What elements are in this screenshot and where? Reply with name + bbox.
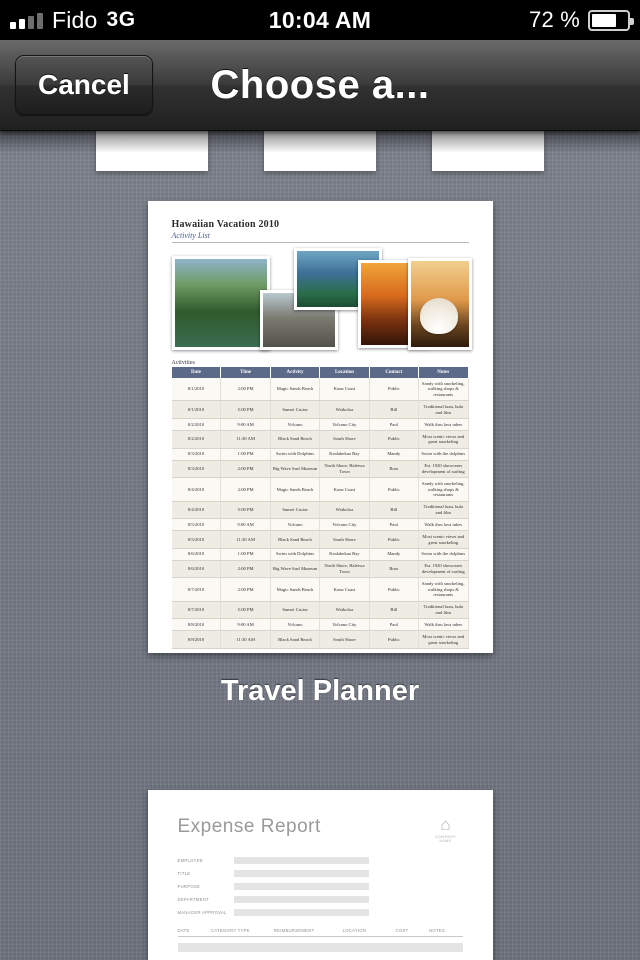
table-cell: Est. 1920 showcases development of surfing [419,460,468,478]
table-cell: South Shore [320,631,369,649]
template-chooser-scroll-area[interactable] [0,131,640,960]
table-column-header: Activity [270,367,319,378]
form-field-row [178,870,463,877]
navigation-bar [0,40,640,131]
table-cell: Waikoloa [320,501,369,519]
field-label: EMPLOYEE [177,858,203,863]
document-label: Travel Planner [220,675,420,707]
table-cell: Walk thru lava tubes [419,619,468,631]
table-cell: 8/1/2010 [172,378,221,401]
table-row [172,631,469,649]
table-row [172,460,469,478]
table-cell: Magic Sands Beach [270,578,319,601]
field-input[interactable] [234,909,369,916]
list-item[interactable] [148,790,493,960]
expense-table-header [178,928,463,937]
table-cell: Swim with Dolphins [270,448,319,460]
table-column-header: LOCATION [342,928,367,933]
table-cell: 5:00 PM [221,601,270,619]
table-column-header: Location [320,367,369,378]
table-cell: Swim with Dolphins [270,548,319,560]
table-cell: 2:00 PM [221,460,270,478]
table-cell: Magic Sands Beach [270,478,319,501]
clock-label: 10:04 AM [268,6,372,33]
thumbnail-partial[interactable] [264,131,376,171]
table-row [172,478,469,501]
table-cell: Volcano [270,519,319,531]
table-cell: Kona Coast [320,378,369,401]
doc-subtitle: Activity List [171,231,210,240]
table-cell: Most scenic views and great snorkeling [419,430,468,448]
table-cell: 8/6/2010 [172,548,221,560]
doc-title: Hawaiian Vacation 2010 [171,219,280,230]
table-cell: Est. 1920 showcases development of surfing [419,560,468,578]
seashell-icon [420,298,458,334]
form-field-row [178,909,463,916]
table-cell: South Shore [320,531,369,549]
table-cell: 1:00 PM [221,548,270,560]
table-cell: 8/2/2010 [172,430,221,448]
table-header-row [172,367,469,378]
table-cell: 11:30 AM [221,430,270,448]
table-row [172,430,469,448]
table-column-header: Time [221,367,270,378]
table-row [172,548,469,560]
expense-report-fields [178,857,463,916]
table-row [172,560,469,578]
table-row [172,531,469,549]
activity-table [172,367,469,649]
table-cell: 9:00 AM [221,419,270,431]
divider [172,242,469,243]
table-cell: Public [369,430,418,448]
table-column-header: Notes [419,367,468,378]
table-cell: Most scenic views and great snorkeling [419,631,468,649]
table-cell: Black Sand Beach [270,631,319,649]
table-cell: 5:00 PM [221,401,270,419]
table-cell: Volcano City [320,519,369,531]
status-bar-left [10,7,320,34]
table-cell: Sunset Cruise [270,401,319,419]
table-cell: Big Wave Surf Museum [270,560,319,578]
table-cell: 8/8/2010 [172,619,221,631]
table-cell: 9:00 AM [221,619,270,631]
table-row [172,578,469,601]
previous-row-partial [0,131,640,171]
table-cell: 2:00 PM [221,560,270,578]
table-cell: 8/5/2010 [172,519,221,531]
table-cell: Traditional luau, hula and film [419,401,468,419]
table-cell: Kealakekua Bay [320,448,369,460]
doc-title: Expense Report [177,816,321,837]
table-cell: Big Wave Surf Museum [270,460,319,478]
signal-bars-icon [10,11,43,29]
table-cell: North Shore, Haleiwa Town [320,460,369,478]
table-cell: 11:30 AM [221,631,270,649]
thumbnail-partial[interactable] [96,131,208,171]
table-cell: Volcano City [320,419,369,431]
table-cell: Walk thru lava tubes [419,419,468,431]
table-cell: 8/7/2010 [172,601,221,619]
table-cell: 2:00 PM [221,478,270,501]
table-cell: Swim with the dolphins [419,548,468,560]
table-cell: 5:00 PM [221,501,270,519]
table-cell: Paul [369,419,418,431]
form-field-row [178,896,463,903]
document-thumbnail-expense-report[interactable] [148,790,493,960]
table-cell: 11:30 AM [221,531,270,549]
table-cell: Public [369,378,418,401]
cancel-button[interactable]: Cancel [15,55,153,115]
table-cell: Sunset Cruise [270,601,319,619]
table-cell: 8/8/2010 [172,631,221,649]
company-name-label: COMPANY NAME [435,835,456,843]
table-row [172,519,469,531]
table-cell: Paul [369,619,418,631]
table-cell: Sunset Cruise [270,501,319,519]
table-cell: Volcano [270,619,319,631]
table-column-header: DATE [177,928,190,933]
table-cell: Black Sand Beach [270,430,319,448]
photo-palm-reflection [172,256,270,350]
table-row [172,448,469,460]
table-cell: Public [369,478,418,501]
table-cell: 8/3/2010 [172,460,221,478]
table-cell: Mandy [369,548,418,560]
expense-report-header [178,816,463,843]
table-column-header: Contact [369,367,418,378]
table-cell: Traditional luau, hula and film [419,601,468,619]
status-bar-right [320,7,630,33]
table-body [172,378,469,649]
table-cell: 1:00 PM [221,448,270,460]
table-cell: Walk thru lava tubes [419,519,468,531]
table-cell: Magic Sands Beach [270,378,319,401]
table-cell: 8/7/2010 [172,578,221,601]
table-cell: 8/2/2010 [172,419,221,431]
table-cell: Sandy with snorkeling, walking shops & restaurants [419,478,468,501]
table-cell: Paul [369,519,418,531]
battery-percent-label: 72 % [529,7,580,32]
table-cell: 8/4/2010 [172,501,221,519]
field-label: MANAGER APPROVAL [177,910,227,915]
status-bar [0,0,640,40]
field-input[interactable] [234,883,369,890]
table-cell: 8/6/2010 [172,560,221,578]
table-cell: Bill [369,601,418,619]
table-cell: Sandy with snorkeling, walking shops & restaurants [419,378,468,401]
table-row [172,601,469,619]
document-list [0,201,640,960]
table-cell: Most scenic views and great snorkeling [419,531,468,549]
battery-icon [588,10,630,31]
table-cell: Sandy with snorkeling, walking shops & restaurants [419,578,468,601]
table-cell: Public [369,531,418,549]
table-cell: Black Sand Beach [270,531,319,549]
table-cell: Kona Coast [320,578,369,601]
field-label: TITLE [177,871,191,876]
table-cell: Russ [369,560,418,578]
table-column-header: CATEGORY TYPE [210,928,250,933]
list-item[interactable] [148,201,493,708]
table-cell: 8/3/2010 [172,448,221,460]
table-cell: Public [369,631,418,649]
table-column-header: COST [395,928,409,933]
table-row [172,619,469,631]
carrier-label: Fido [52,6,98,33]
company-logo [429,816,463,843]
table-cell: 8/1/2010 [172,401,221,419]
table-cell: Waikoloa [320,601,369,619]
table-cell: Mandy [369,448,418,460]
table-cell: Bill [369,401,418,419]
page-title: Choose a... [210,62,430,107]
table-caption: Activities [171,360,195,366]
table-row [172,378,469,401]
table-cell: 2:00 PM [221,578,270,601]
table-cell: Russ [369,460,418,478]
table-cell: 8/4/2010 [172,478,221,501]
form-field-row [178,857,463,864]
table-cell: Swim with the dolphins [419,448,468,460]
table-row [172,401,469,419]
form-field-row [178,883,463,890]
table-cell: Traditional luau, hula and film [419,501,468,519]
expense-table-row [178,943,463,952]
table-cell: South Shore [320,430,369,448]
field-input[interactable] [234,857,369,864]
table-cell: North Shore, Haleiwa Town [320,560,369,578]
document-thumbnail-travel-planner[interactable] [148,201,493,653]
table-column-header: Date [172,367,221,378]
field-input[interactable] [234,896,369,903]
table-cell: 9:00 AM [221,519,270,531]
photo-collage [172,248,469,356]
field-label: DEPARTMENT [177,897,209,902]
building-icon: ⌂ [440,815,451,834]
table-column-header: REIMBURSEMENT [273,928,315,933]
table-cell: Volcano City [320,619,369,631]
table-cell: 8/5/2010 [172,531,221,549]
table-cell: Public [369,578,418,601]
table-cell: Volcano [270,419,319,431]
table-cell: Kona Coast [320,478,369,501]
field-label: PURPOSE [177,884,201,889]
table-cell: 2:00 PM [221,378,270,401]
table-cell: Waikoloa [320,401,369,419]
network-type-label: 3G [106,8,136,31]
thumbnail-partial[interactable] [432,131,544,171]
table-row [172,501,469,519]
table-column-header: NOTES [429,928,445,933]
table-cell: Bill [369,501,418,519]
table-row [172,419,469,431]
table-cell: Kealakekua Bay [320,548,369,560]
field-input[interactable] [234,870,369,877]
